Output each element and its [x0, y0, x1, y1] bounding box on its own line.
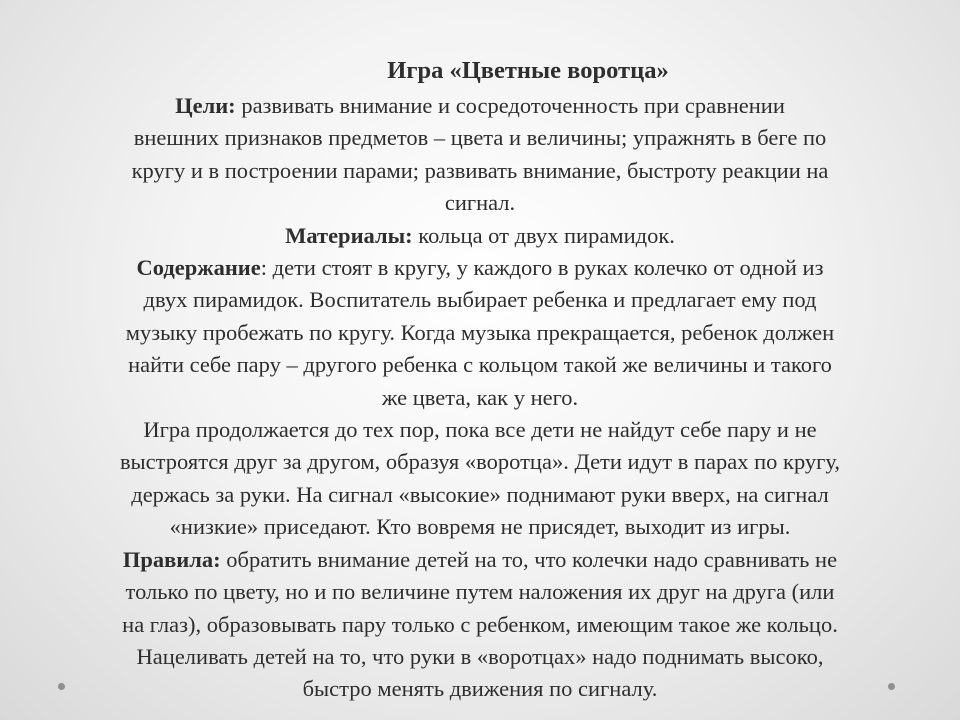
goals-line-4: сигнал. [444, 190, 516, 216]
content-line-2: двух пирамидок. Воспитатель выбирает ребенка и предлагает ему под [143, 287, 817, 313]
rules-line-3: на глаз), образовывать пару только с ребенком, имеющим такое же кольцо. [122, 611, 838, 637]
materials-label: Материалы: [285, 222, 413, 248]
rules-line-4: Нацеливать детей на то, что руки в «воротцах» надо поднимать высоко, [136, 643, 824, 669]
page-title: Игра «Цветные воротца» [387, 57, 669, 84]
content-line-7: выстроятся друг за другом, образуя «воротца». Дети идут в парах по кругу, [119, 449, 841, 475]
content-line-9: «низкие» приседают. Кто вовремя не присядет, выходит из игры. [169, 514, 791, 540]
goals-label: Цели: [175, 93, 236, 118]
rules-line-5: быстро менять движения по сигналу. [302, 676, 658, 702]
content-line-6: Игра продолжается до тех пор, пока все дети не найдут себе пару и не [143, 417, 817, 443]
materials-text: кольца от двух пирамидок. [412, 222, 675, 248]
rules-label: Правила: [122, 546, 221, 572]
content-label: Содержание [136, 255, 261, 281]
bullet-dot-right-icon [888, 683, 895, 690]
rules-text: обратить внимание детей на то, что колечки надо сравнивать не [220, 546, 838, 572]
content-text: : дети стоят в кругу, у каждого в руках колечко от одной из [260, 255, 824, 281]
content-line-3: музыку пробежать по кругу. Когда музыка прекращается, ребенок должен [125, 319, 835, 345]
goals-line-3: кругу и в построении парами; развивать внимание, быстроту реакции на [131, 157, 829, 183]
content-line-5: же цвета, как у него. [381, 384, 579, 410]
content-line-1 [40, 252, 920, 284]
rules-line-1 [40, 544, 920, 576]
content-line-4: найти себе пару – другого ребенка с кольцом такой же величины и такого [128, 352, 832, 378]
goals-line-1 [40, 90, 920, 122]
slide-content [40, 52, 920, 706]
content-line-8: держась за руки. На сигнал «высокие» поднимают руки вверх, на сигнал [131, 481, 829, 507]
bullet-dot-left-icon [58, 683, 65, 690]
goals-text: развивать внимание и сосредоточенность при сравнении [235, 93, 785, 118]
goals-line-2: внешних признаков предметов – цвета и величины; упражнять в беге по [133, 125, 827, 151]
materials-line [40, 220, 920, 252]
rules-line-2: только по цвету, но и по величине путем наложения их друг на друга (или [125, 579, 835, 605]
